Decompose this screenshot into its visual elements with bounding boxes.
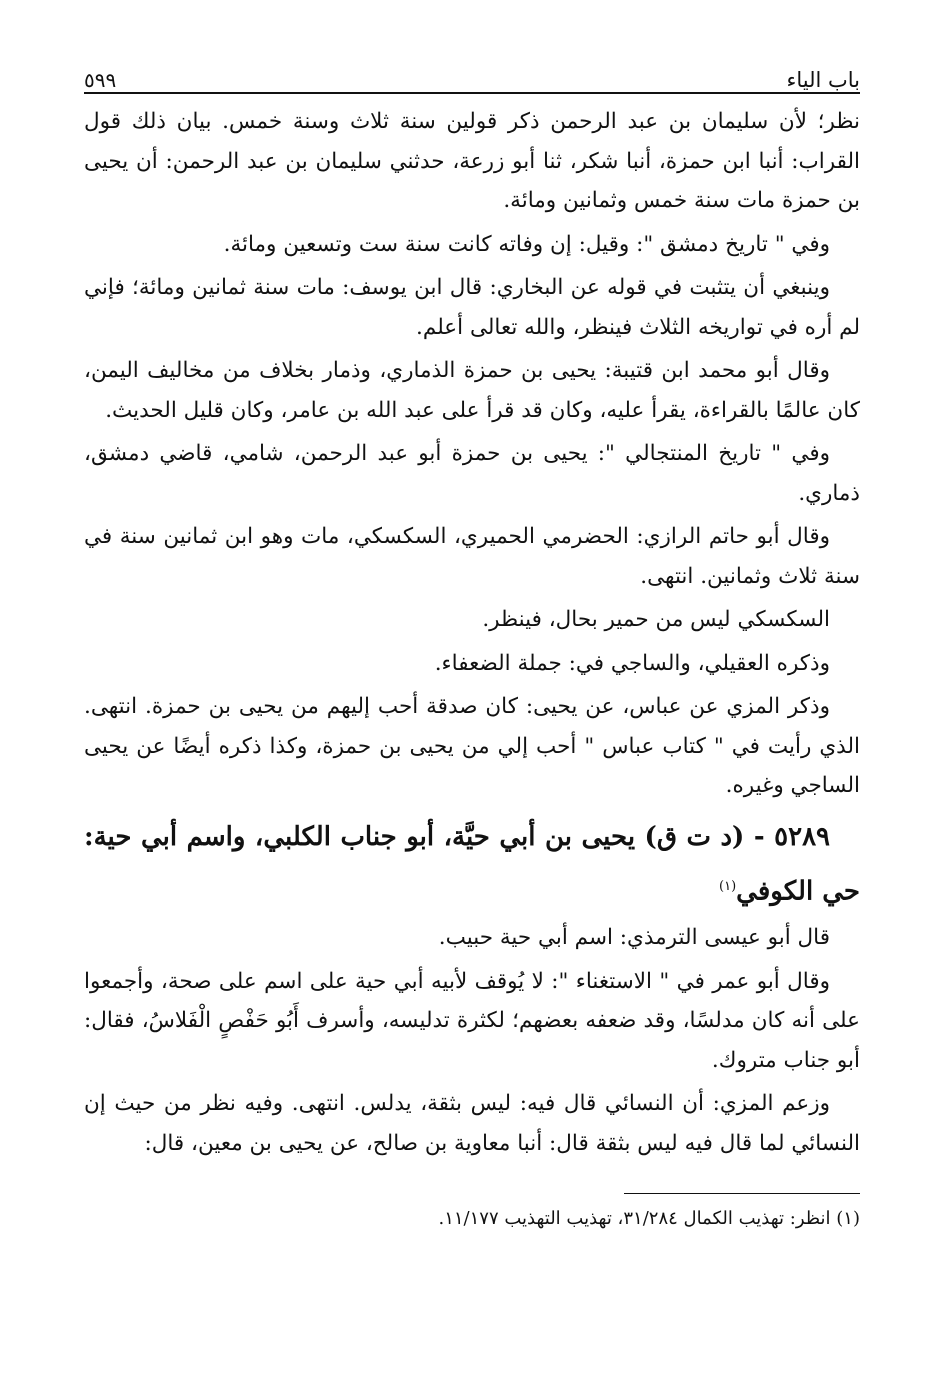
paragraph-tarikh-dimashq: وفي " تاريخ دمشق ": وقيل: إن وفاته كانت سنة ست وتسعين ومائة. xyxy=(223,231,830,257)
footnote: (١) انظر: تهذيب الكمال ٣١/٢٨٤، تهذيب التهذيب ١١/١٧٧. xyxy=(438,1208,860,1230)
chapter-title: باب الياء xyxy=(786,68,860,92)
paragraph-bukhari: وينبغي أن يتثبت في قوله عن البخاري: قال ابن يوسف: مات سنة ثمانين ومائة؛ فإني لم أره في تواريخه الثلاث فينظر، والله تعالى أعلم. xyxy=(84,275,860,340)
paragraph-nasai: وزعم المزي: أن النسائي قال فيه: ليس بثقة، يدلس. انتهى. وفيه نظر من حيث إن النسائي لما قال فيه ليس بثقة قال: أنبا معاوية بن صالح، عن يحيى بن معين، قال: xyxy=(84,1091,860,1156)
footnote-divider xyxy=(624,1193,860,1194)
page-header xyxy=(84,58,860,94)
paragraph-istighna: وقال أبو عمر في " الاستغناء ": لا يُوقف لأبيه أبي حية على اسم على صحة، وأجمعوا على أنه كان مدلسًا، وقد ضعفه بعضهم؛ لكثرة تدليسه، وأسرف أَبُو حَفْصٍ الْفَلاسُ، فقال: أبو جناب متروك. xyxy=(84,968,860,1073)
paragraph-ibn-qutayba: وقال أبو محمد ابن قتيبة: يحيى بن حمزة الذماري، وذمار بخلاف من مخاليف اليمن، كان عالمًا بالقراءة، يقرأ عليه، وكان قد قرأ على عبد الله بن عامر، وكان قليل الحديث. xyxy=(84,358,860,423)
paragraph-saksaki: السكسكي ليس من حمير بحال، فينظر. xyxy=(482,607,830,632)
paragraph-abu-hatim: وقال أبو حاتم الرازي: الحضرمي الحميري، السكسكي، مات وهو ابن ثمانين سنة في سنة ثلاث وثمانين. انتهى. xyxy=(84,524,860,589)
paragraph-uqayli: وذكره العقيلي، والساجي في: جملة الضعفاء. xyxy=(434,650,830,676)
page-number: ٥٩٩ xyxy=(84,68,117,92)
book-page xyxy=(84,58,860,1234)
paragraph-mizzi-abbas: وذكر المزي عن عباس، عن يحيى: كان صدقة أحب إليهم من يحيى بن حمزة. انتهى. الذي رأيت في " كتاب عباس " أحب إلي من يحيى بن حمزة، وكذا ذكره أيضًا عن يحيى الساجي وغيره. xyxy=(84,694,860,798)
footnote-reference: (١) xyxy=(719,878,737,894)
paragraph-tirmidhi: قال أبو عيسى الترمذي: اسم أبي حية حبيب. xyxy=(438,925,830,951)
entry-heading xyxy=(84,812,860,917)
main-text xyxy=(84,102,860,1163)
paragraph-muntajali: وفي " تاريخ المنتجالي ": يحيى بن حمزة أبو عبد الرحمن، شامي، قاضي دمشق، ذماري. xyxy=(84,441,860,506)
paragraph-continuation: نظر؛ لأن سليمان بن عبد الرحمن ذكر قولين سنة ثلاث وسنة خمس. بيان ذلك قول القراب: أنبا ابن حمزة، أنبا شكر، ثنا أبو زرعة، حدثني سليمان بن عبد الرحمن: أن يحيى بن حمزة مات سنة خمس وثمانين ومائة. xyxy=(84,109,860,213)
entry-heading-text: ٥٢٨٩ - (د ت ق) يحيى بن أبي حيَّة، أبو جناب الكلبي، واسم أبي حية: حي الكوفي xyxy=(84,821,860,907)
